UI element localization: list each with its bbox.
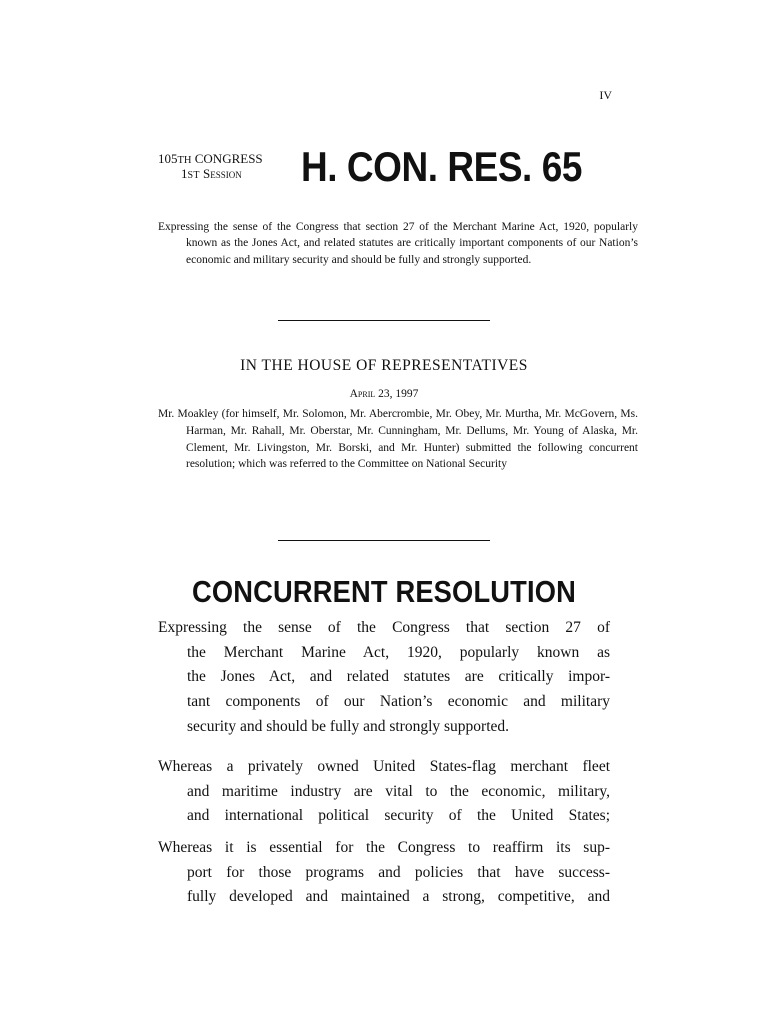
- introduction-date: April 23, 1997: [349, 388, 419, 400]
- whereas-clause-1: [158, 755, 610, 829]
- whereas-line: and maritime industry are vital to the economic, military,: [187, 782, 610, 800]
- divider-top: [278, 320, 490, 321]
- preamble-line: tant components of our Nation’s economic and military: [187, 693, 610, 711]
- short-title: Expressing the sense of the Congress that section 27 of the Merchant Marine Act, 1920, popularly known as the Jones Act, and related statutes are critically important components of our Nation’s economic and military security and should be fully and strongly supported.: [158, 221, 638, 266]
- whereas-line: and international political security of the United States;: [187, 807, 610, 825]
- preamble-line: the Jones Act, and related statutes are critically impor-: [187, 668, 610, 686]
- preamble-line: security and should be fully and strongly supported.: [187, 717, 510, 735]
- session-label: [181, 166, 242, 183]
- divider-bottom: [278, 540, 490, 541]
- preamble-line: Expressing the sense of the Congress that section 27 of: [158, 619, 610, 636]
- whereas-clause-2: [158, 836, 610, 910]
- session-number: 1: [181, 166, 188, 181]
- whereas-line: Whereas a privately owned United States-flag merchant fleet: [158, 758, 610, 775]
- whereas-line: Whereas it is essential for the Congress to reaffirm its sup-: [158, 839, 610, 856]
- resolution-heading: CONCURRENT RESOLUTION: [191, 574, 577, 609]
- chamber-heading: IN THE HOUSE OF REPRESENTATIVES: [240, 357, 528, 374]
- page-number: IV: [599, 88, 612, 102]
- bill-number: H. CON. RES. 65: [301, 143, 582, 190]
- whereas-line: port for those programs and policies that have success-: [187, 863, 610, 881]
- congress-number: 105: [158, 151, 178, 166]
- preamble-line: the Merchant Marine Act, 1920, popularly known as: [187, 643, 610, 661]
- congress-word: CONGRESS: [191, 151, 263, 166]
- congress-ordinal: TH: [177, 155, 192, 166]
- preamble: [158, 616, 610, 740]
- sponsors-paragraph: Mr. Moakley (for himself, Mr. Solomon, Mr. Abercrombie, Mr. Obey, Mr. Murtha, Mr. McGovern, Ms. Harman, Mr. Rahall, Mr. Oberstar, Mr. Cunningham, Mr. Dellums, Mr. Young of Alaska, Mr. Clement, Mr. Livingston, Mr. Borski, and Mr. Hunter) submitted the following concurrent resolution; which was referred to the Committee on National Security: [158, 408, 638, 471]
- session-word: Session: [199, 166, 242, 181]
- whereas-line: fully developed and maintained a strong, competitive, and: [187, 888, 610, 906]
- session-ordinal: ST: [187, 170, 200, 181]
